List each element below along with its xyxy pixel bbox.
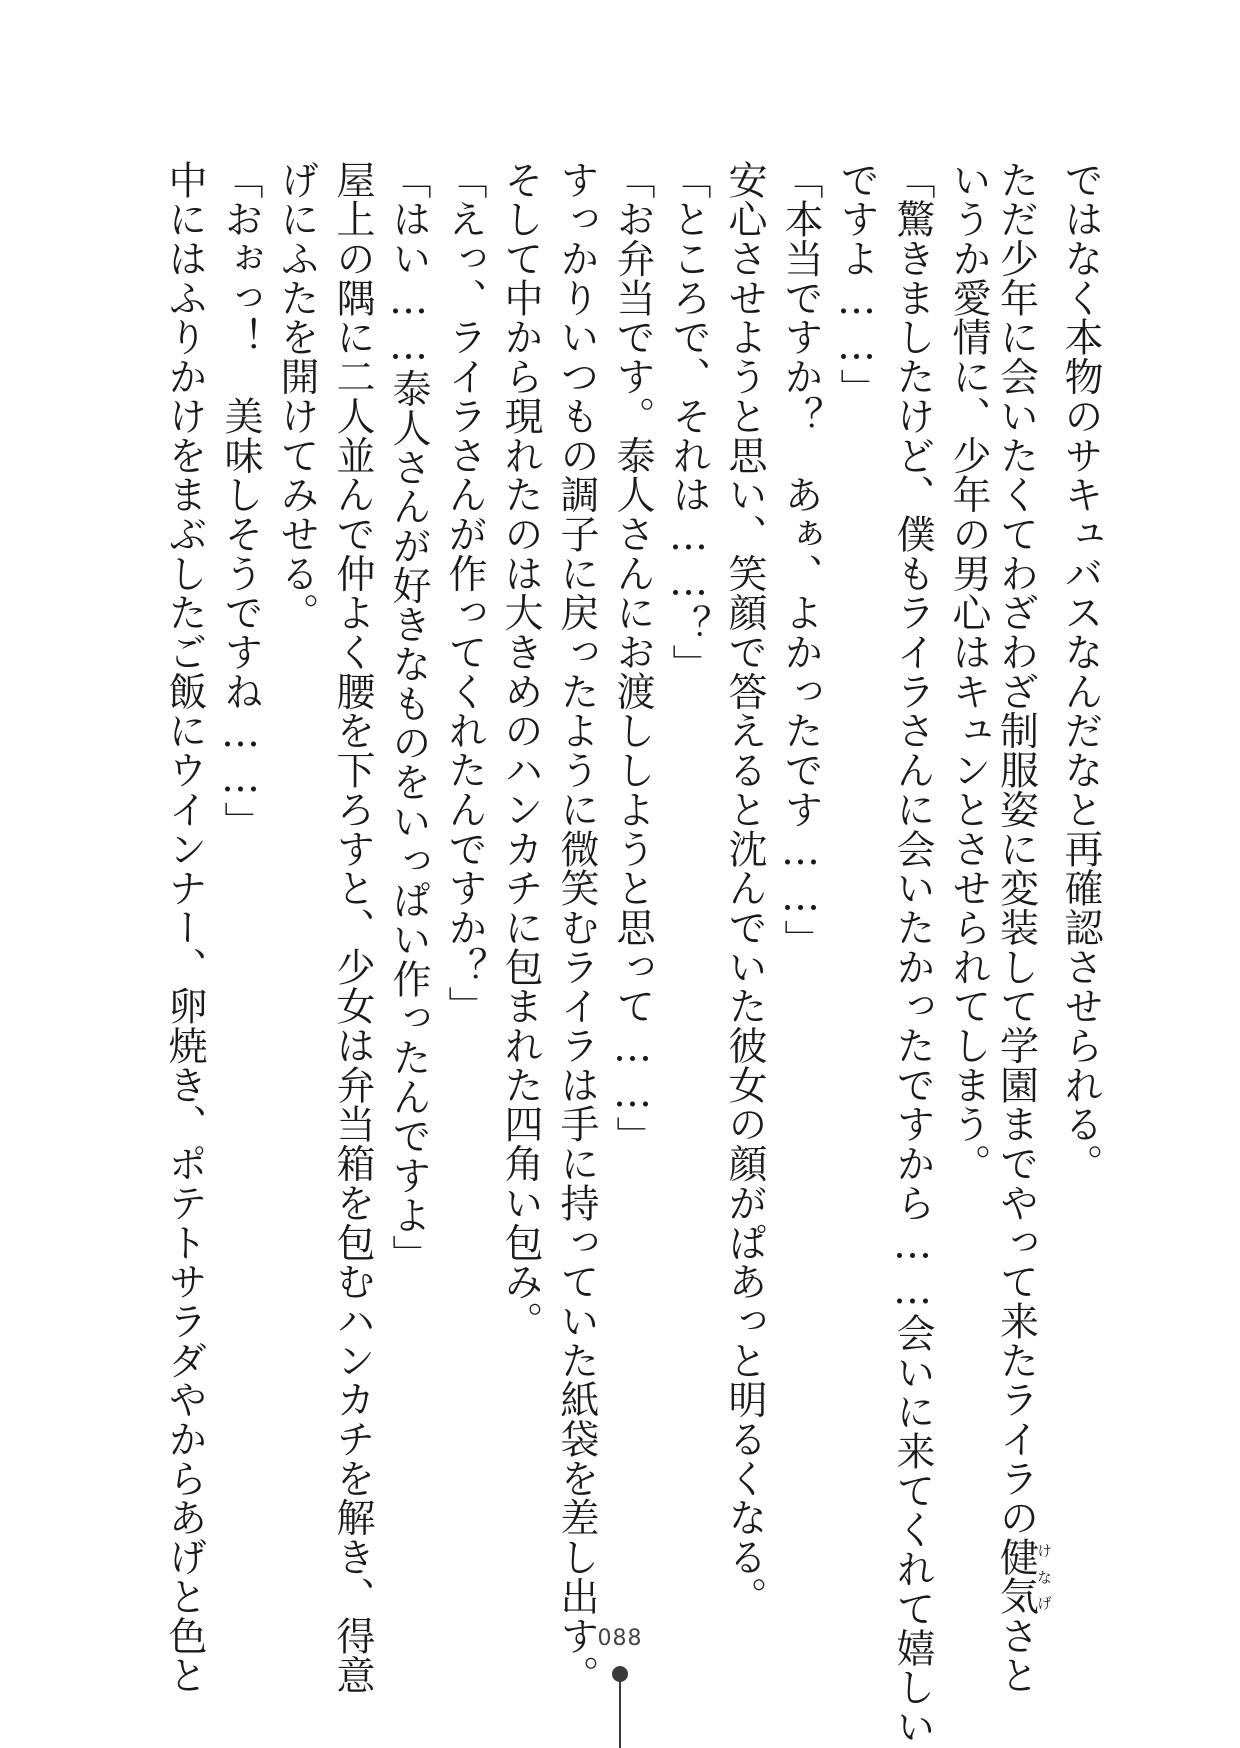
text-line-8: 「ところで、それは……？」	[666, 160, 711, 684]
text-line-14: 屋上の隅に二人並んで仲よく腰を下ろすと、少女は弁当箱を包むハンカチを解き、得意	[330, 160, 375, 1695]
text-line-7: 安心させようと思い、笑顔で答えると沈んでいた彼女の顔がぱあっと明るくなる。	[722, 160, 767, 1616]
text-line-3: いうか愛情に、少年の男心はキュンとさせられてしまう。	[946, 160, 991, 1184]
text-line-2	[993, 160, 1053, 1695]
text-line-16: 「おぉっ！ 美味しそうですね……」	[218, 160, 263, 841]
text-line-13: 「はい……泰人さんが好きなものをいっぱい作ったんですよ」	[386, 160, 431, 1274]
text-line-2-body: ただ少年に会いたくてわざわざ制服姿に変装して学園までやって来たライラの	[993, 160, 1039, 1538]
text-line-2-tail: さと	[993, 1615, 1039, 1695]
text-line-4: 「驚きましたけど、僕もライラさんに会いたかったですから……会いに来てくれて嬉しい	[890, 160, 935, 1746]
page-marker	[612, 1666, 628, 1748]
text-line-9: 「お弁当です。泰人さんにお渡ししようと思って……」	[610, 160, 655, 1156]
ruby-reading: けなげ	[1035, 1537, 1053, 1616]
page-number: 088	[597, 1626, 643, 1651]
page-marker-line	[619, 1680, 621, 1748]
ruby-base: 健気	[993, 1537, 1039, 1616]
text-line-6: 「本当ですか？ あぁ、よかったです……」	[778, 160, 823, 959]
ruby-kenage	[993, 1537, 1053, 1616]
text-line-1: ではなく本物のサキュバスなんだなと再確認させられる。	[1058, 160, 1103, 1184]
text-line-15: げにふたを開けてみせる。	[274, 160, 319, 633]
text-line-17: 中にはふりかけをまぶしたご飯にウインナー、卵焼き、ポテトサラダやからあげと色と	[162, 160, 207, 1695]
text-line-12: 「えっ、ライラさんが作ってくれたんですか？」	[442, 160, 487, 1026]
text-line-5: ですよ……」	[834, 160, 879, 409]
text-line-11: そして中から現れたのは大きめのハンカチに包まれた四角い包み。	[498, 160, 543, 1341]
text-line-10: すっかりいつもの調子に戻ったように微笑むライラは手に持っていた紙袋を差し出す。	[554, 160, 599, 1695]
